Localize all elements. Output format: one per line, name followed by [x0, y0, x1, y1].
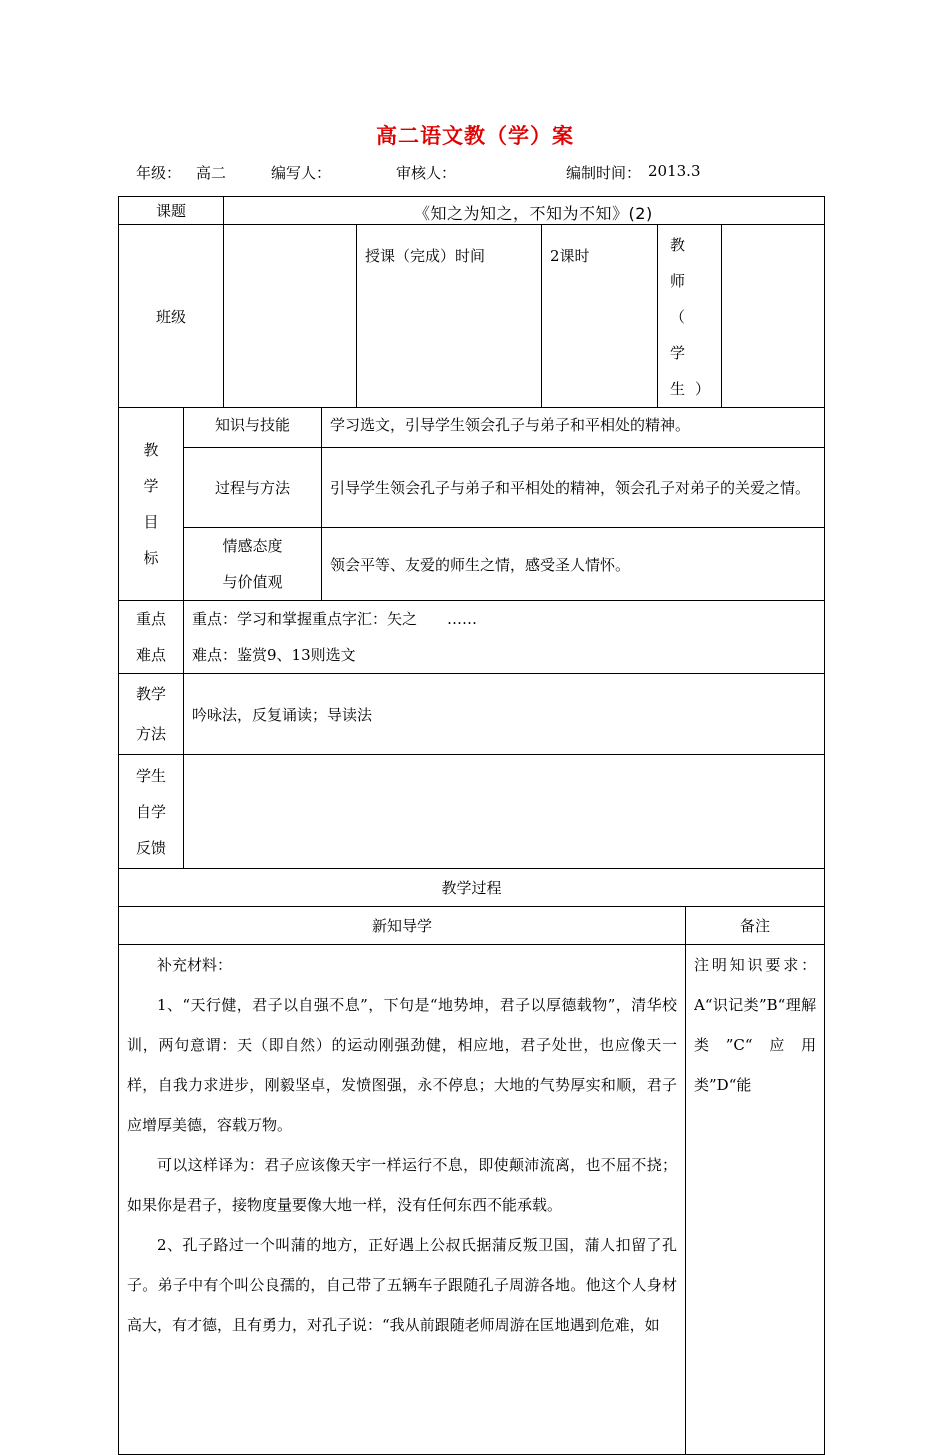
- key-label: 重点 难点: [119, 601, 184, 674]
- remarks-header: 备注: [686, 907, 825, 945]
- process-content: [119, 945, 686, 1455]
- time-label: 授课（完成）时间: [357, 225, 542, 408]
- goal-knowledge-text: 学习选文，引导学生领会孔子与弟子和平相处的精神。: [322, 408, 825, 448]
- topic-label: 课题: [119, 197, 224, 225]
- grade-value: 高二: [196, 164, 227, 182]
- feedback-content: [184, 755, 825, 869]
- lesson-plan-table: [118, 196, 825, 1455]
- teacher-label: 教 师 （ 学 生）: [658, 225, 722, 408]
- author-label: 编写人：: [271, 164, 332, 182]
- key-content: [184, 601, 825, 674]
- supplement-label: 补充材料：: [157, 956, 233, 974]
- teacher-value: [722, 225, 825, 408]
- class-value: [224, 225, 357, 408]
- goals-label: 教 学 目 标: [119, 408, 184, 601]
- goal-process-text: 引导学生领会孔子与弟子和平相处的精神，领会孔子对弟子的关爱之情。: [322, 448, 825, 528]
- method-text: 吟咏法，反复诵读；导读法: [184, 674, 825, 755]
- page-title: 高二语文教（学）案: [376, 123, 574, 148]
- topic-cell: [224, 197, 825, 225]
- paragraph-3: 2、孔子路过一个叫蒲的地方，正好遇上公叔氏据蒲反叛卫国，蒲人扣留了孔子。弟子中有个叫公良孺的，自己带了五辆车子跟随孔子周游各地。他这个人身材高大，有才德，且有勇力，对孔子说：“我从前跟随老师周游在匡地遇到危难，如: [127, 1236, 678, 1334]
- goal-emotion-label: 情感态度 与价值观: [184, 528, 322, 601]
- remarks-note: 注明知识要求：A“识记类”B“理解类”C“应用类”D“能: [694, 956, 817, 1094]
- method-label: 教学 方法: [119, 674, 184, 755]
- paragraph-1: 1、“天行健，君子以自强不息”，下句是“地势坤，君子以厚德载物”，清华校训，两句意谓：天（即自然）的运动刚强劲健，相应地，君子处世，也应像天一样，自我力求进步，刚毅坚卓，发愤图强，永不停息；大地的气势厚实和顺，君子应增厚美德，容载万物。: [127, 996, 678, 1134]
- date-value: 2013.3: [648, 162, 701, 180]
- process-title: 教学过程: [119, 869, 825, 907]
- grade-label: 年级：: [136, 164, 182, 182]
- difficult-point: 难点：鉴赏9、13则选文: [192, 646, 356, 664]
- date-label: 编制时间：: [566, 164, 642, 182]
- key-ellipsis: ……: [447, 610, 478, 628]
- reviewer-label: 审核人：: [396, 164, 457, 182]
- paragraph-2: 可以这样译为：君子应该像天宇一样运行不息，即使颠沛流离，也不屈不挠；如果你是君子，接物度量要像大地一样，没有任何东西不能承载。: [127, 1156, 678, 1214]
- new-knowledge-header: 新知导学: [119, 907, 686, 945]
- remarks-content: [686, 945, 825, 1455]
- feedback-label: 学生 自学 反馈: [119, 755, 184, 869]
- goal-process-label: 过程与方法: [184, 448, 322, 528]
- hours-value: 2课时: [542, 225, 658, 408]
- lesson-title: 《知之为知之，不知为不知》(2): [414, 204, 653, 223]
- goal-knowledge-label: 知识与技能: [184, 408, 322, 448]
- goal-emotion-text: 领会平等、友爱的师生之情，感受圣人情怀。: [322, 528, 825, 601]
- key-point: 重点：学习和掌握重点字汇：矢之 ……: [192, 610, 478, 628]
- class-label: 班级: [119, 225, 224, 408]
